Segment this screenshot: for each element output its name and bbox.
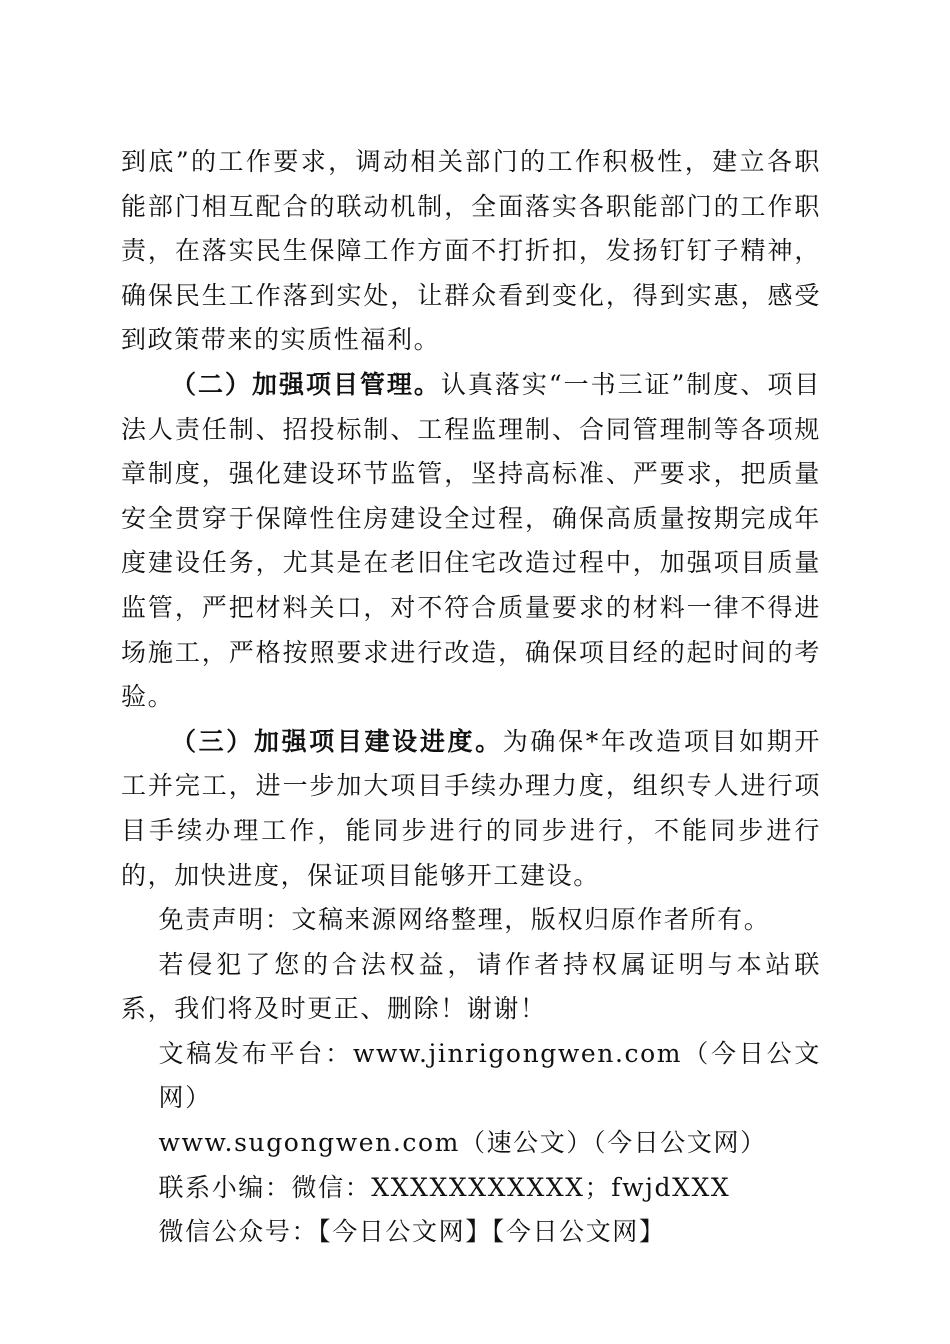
document-body	[121, 140, 821, 1255]
disclaimer-text: 免责声明：文稿来源网络整理，版权归原作者所有。	[158, 905, 771, 935]
infringement-notice: 若侵犯了您的合法权益，请作者持权属证明与本站联系，我们将及时更正、删除！谢谢！	[121, 949, 821, 1024]
section-body: 为确保*年改造项目如期开工并完工，进一步加大项目手续办理力度，组织专人进行项目手续办理工作，能同步进行的同步进行，不能同步进行的，加快进度，保证项目能够开工建设。	[121, 726, 822, 890]
section-construction-progress	[121, 720, 821, 898]
contact-line: 联系小编：微信：XXXXXXXXXXX；fwjdXXX	[158, 1172, 731, 1202]
section-body: 认真落实“一书三证”制度、项目法人责任制、招投标制、工程监理制、合同管理制等各项规章制度，强化建设环节监管，坚持高标准、严要求，把质量安全贯穿于保障性住房建设全过程，确保高质量按期完成年度建设任务，尤其是在老旧住宅改造过程中，加强项目质量监管，严把材料关口，对不符合质量要求的材料一律不得进场施工，严格按照要求进行改造，确保项目经的起时间的考验。	[121, 369, 821, 712]
section-heading: （三）加强项目建设进度。	[171, 726, 503, 756]
section-project-management	[121, 363, 821, 720]
paragraph-continuation: 到底”的工作要求，调动相关部门的工作积极性，建立各职能部门相互配合的联动机制，全面落实各职能部门的工作职责，在落实民生保障工作方面不打折扣，发扬钉钉子精神，确保民生工作落到实处，让群众看到变化，得到实惠，感受到政策带来的实质性福利。	[121, 147, 821, 355]
platform-line: 文稿发布平台：www.jinrigongwen.com（今日公文网）	[158, 1038, 821, 1113]
section-heading: （二）加强项目管理。	[171, 369, 441, 399]
wechat-line: 微信公众号：【今日公文网】【今日公文网】	[158, 1217, 666, 1247]
site-line: www.sugongwen.com（速公文）（今日公文网）	[158, 1128, 767, 1158]
